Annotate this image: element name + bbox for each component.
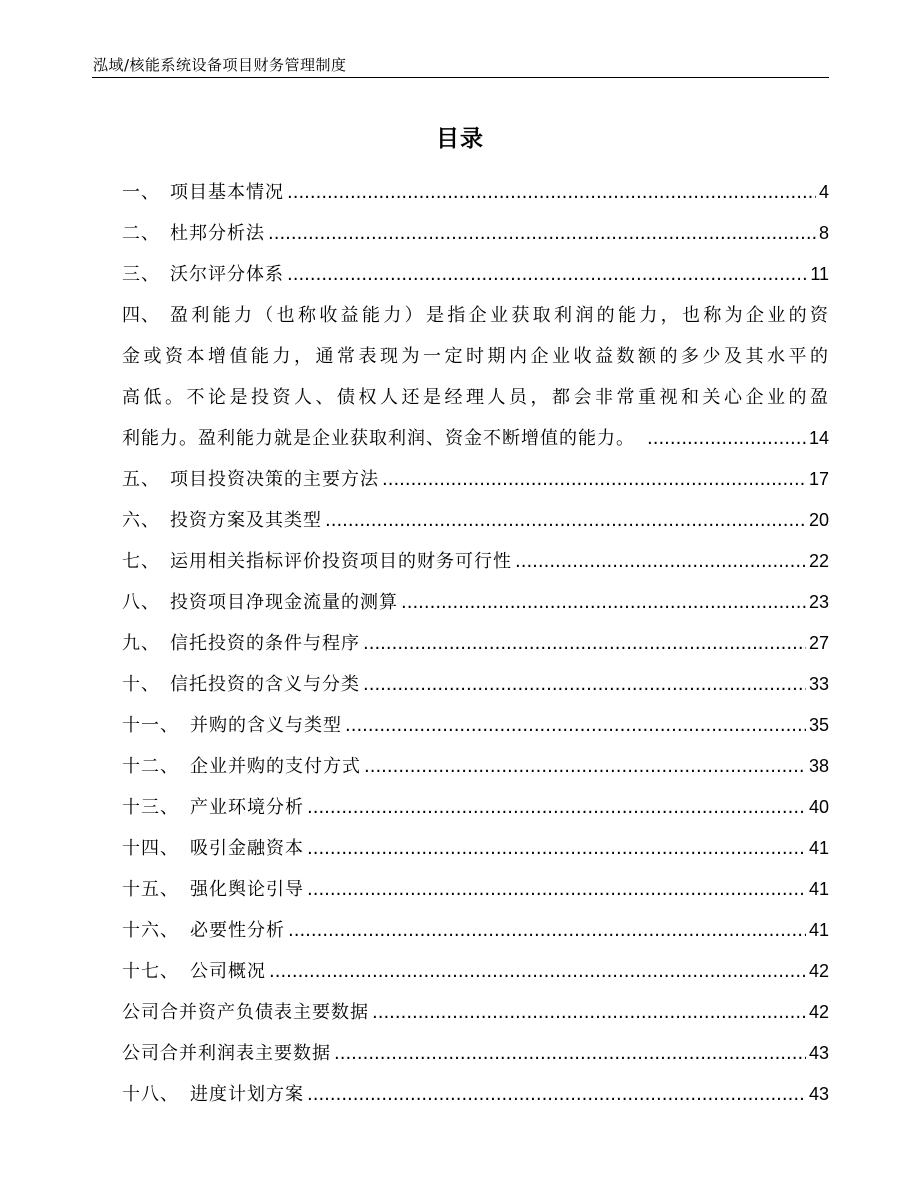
toc-entry-page: 38 — [808, 756, 829, 776]
toc-entry[interactable] — [122, 500, 829, 541]
toc-entry[interactable] — [122, 295, 829, 459]
toc-leader-dots — [287, 254, 807, 295]
toc-leader-dots — [307, 828, 806, 869]
toc-leader-dots — [345, 705, 806, 746]
toc-entry-title: 公司概况 — [190, 961, 266, 982]
toc-entry[interactable] — [122, 828, 829, 869]
toc-entry-title: 产业环境分析 — [190, 797, 304, 818]
toc-entry-title: 必要性分析 — [190, 920, 285, 941]
toc-entry-title: 项目投资决策的主要方法 — [170, 469, 379, 490]
toc-entry-page: 42 — [808, 1002, 829, 1022]
toc-entry[interactable] — [122, 541, 829, 582]
toc-entry[interactable] — [122, 1074, 829, 1115]
toc-entry-page: 11 — [810, 264, 829, 284]
toc-entry-page: 27 — [808, 633, 829, 653]
toc-entry-page: 43 — [808, 1084, 829, 1104]
toc-entry-title: 强化舆论引导 — [190, 879, 304, 900]
toc-entry[interactable] — [122, 746, 829, 787]
toc-entry-page: 33 — [808, 674, 829, 694]
toc-entry-page: 42 — [808, 961, 829, 981]
toc-entry-number: 一、 — [122, 182, 160, 203]
toc-leader-dots — [515, 541, 806, 582]
toc-entry-page: 23 — [808, 592, 829, 612]
toc-entry-number: 七、 — [122, 551, 160, 572]
toc-entry-title: 公司合并资产负债表主要数据 — [122, 1002, 369, 1023]
toc-entry-title: 信托投资的条件与程序 — [170, 633, 360, 654]
toc-entry-number: 十一、 — [122, 715, 179, 736]
toc-entry-title: 公司合并利润表主要数据 — [122, 1043, 331, 1064]
toc-entry-number: 四、 — [122, 305, 160, 326]
toc-entry-title-line: 金或资本增值能力，通常表现为一定时期内企业收益数额的多少及其水平的 — [122, 346, 829, 367]
toc-entry-title: 进度计划方案 — [190, 1084, 304, 1105]
toc-entry[interactable] — [122, 1033, 829, 1074]
toc-entry-title: 杜邦分析法 — [170, 223, 265, 244]
toc-entry-number: 十六、 — [122, 920, 179, 941]
toc-entry[interactable] — [122, 869, 829, 910]
toc-leader-dots — [287, 172, 816, 213]
toc-leader-dots — [363, 623, 806, 664]
toc-entry-page: 17 — [808, 469, 829, 489]
toc-leader-dots — [382, 459, 806, 500]
toc-entry-number: 三、 — [122, 264, 160, 285]
table-of-contents — [122, 172, 829, 1115]
toc-entry-page: 43 — [808, 1043, 829, 1063]
toc-entry-number: 九、 — [122, 633, 160, 654]
toc-leader-dots — [307, 787, 806, 828]
toc-entry-page: 14 — [808, 428, 829, 448]
toc-entry[interactable] — [122, 623, 829, 664]
toc-entry-number: 十五、 — [122, 879, 179, 900]
toc-leader-dots — [269, 951, 806, 992]
toc-entry-title: 运用相关指标评价投资项目的财务可行性 — [170, 551, 512, 572]
toc-entry[interactable] — [122, 910, 829, 951]
toc-entry-page: 35 — [808, 715, 829, 735]
toc-entry-number: 十二、 — [122, 756, 179, 777]
toc-leader-dots — [307, 1074, 806, 1115]
toc-leader-dots — [334, 1033, 806, 1074]
toc-entry-title: 项目基本情况 — [170, 182, 284, 203]
toc-entry-page: 8 — [818, 223, 829, 243]
toc-entry-title-line: 利能力。盈利能力就是企业获取利润、资金不断增值的能力。 — [122, 428, 635, 449]
toc-entry-page: 41 — [808, 838, 829, 858]
toc-entry[interactable] — [122, 459, 829, 500]
toc-entry[interactable] — [122, 705, 829, 746]
toc-leader-dots — [288, 910, 806, 951]
toc-entry-title: 投资项目净现金流量的测算 — [170, 592, 398, 613]
toc-entry[interactable] — [122, 951, 829, 992]
toc-entry-page: 4 — [818, 182, 829, 202]
toc-leader-dots — [363, 664, 806, 705]
toc-entry-number: 十三、 — [122, 797, 179, 818]
toc-entry-title: 企业并购的支付方式 — [190, 756, 361, 777]
toc-entry-title: 沃尔评分体系 — [170, 264, 284, 285]
toc-entry-title: 投资方案及其类型 — [170, 510, 322, 531]
toc-entry-number: 二、 — [122, 223, 160, 244]
toc-entry[interactable] — [122, 787, 829, 828]
toc-leader-dots — [372, 992, 806, 1033]
toc-entry-title: 吸引金融资本 — [190, 838, 304, 859]
toc-entry-page: 20 — [808, 510, 829, 530]
toc-entry-number: 五、 — [122, 469, 160, 490]
toc-entry-page: 40 — [808, 797, 829, 817]
toc-entry[interactable] — [122, 582, 829, 623]
toc-leader-dots — [325, 500, 806, 541]
toc-leader-dots — [364, 746, 806, 787]
toc-entry[interactable] — [122, 992, 829, 1033]
toc-entry[interactable] — [122, 254, 829, 295]
toc-entry-page: 41 — [808, 920, 829, 940]
toc-entry-page: 41 — [808, 879, 829, 899]
running-header: 泓域/核能系统设备项目财务管理制度 — [93, 56, 347, 74]
toc-entry-title: 信托投资的含义与分类 — [170, 674, 360, 695]
toc-entry-title-line: 盈利能力（也称收益能力）是指企业获取利润的能力，也称为企业的资 — [170, 305, 829, 326]
toc-title: 目录 — [436, 126, 484, 152]
toc-entry-number: 十七、 — [122, 961, 179, 982]
toc-entry-title-line: 高低。不论是投资人、债权人还是经理人员，都会非常重视和关心企业的盈 — [122, 387, 829, 408]
toc-entry[interactable] — [122, 213, 829, 254]
toc-entry[interactable] — [122, 664, 829, 705]
toc-leader-dots — [647, 418, 806, 459]
header-divider — [92, 77, 829, 78]
toc-entry[interactable] — [122, 172, 829, 213]
toc-entry-page: 22 — [808, 551, 829, 571]
toc-entry-number: 六、 — [122, 510, 160, 531]
toc-entry-title: 并购的含义与类型 — [190, 715, 342, 736]
toc-leader-dots — [268, 213, 816, 254]
toc-entry-number: 十四、 — [122, 838, 179, 859]
toc-leader-dots — [307, 869, 806, 910]
toc-leader-dots — [401, 582, 806, 623]
toc-entry-number: 十八、 — [122, 1084, 179, 1105]
toc-entry-number: 十、 — [122, 674, 160, 695]
toc-entry-number: 八、 — [122, 592, 160, 613]
